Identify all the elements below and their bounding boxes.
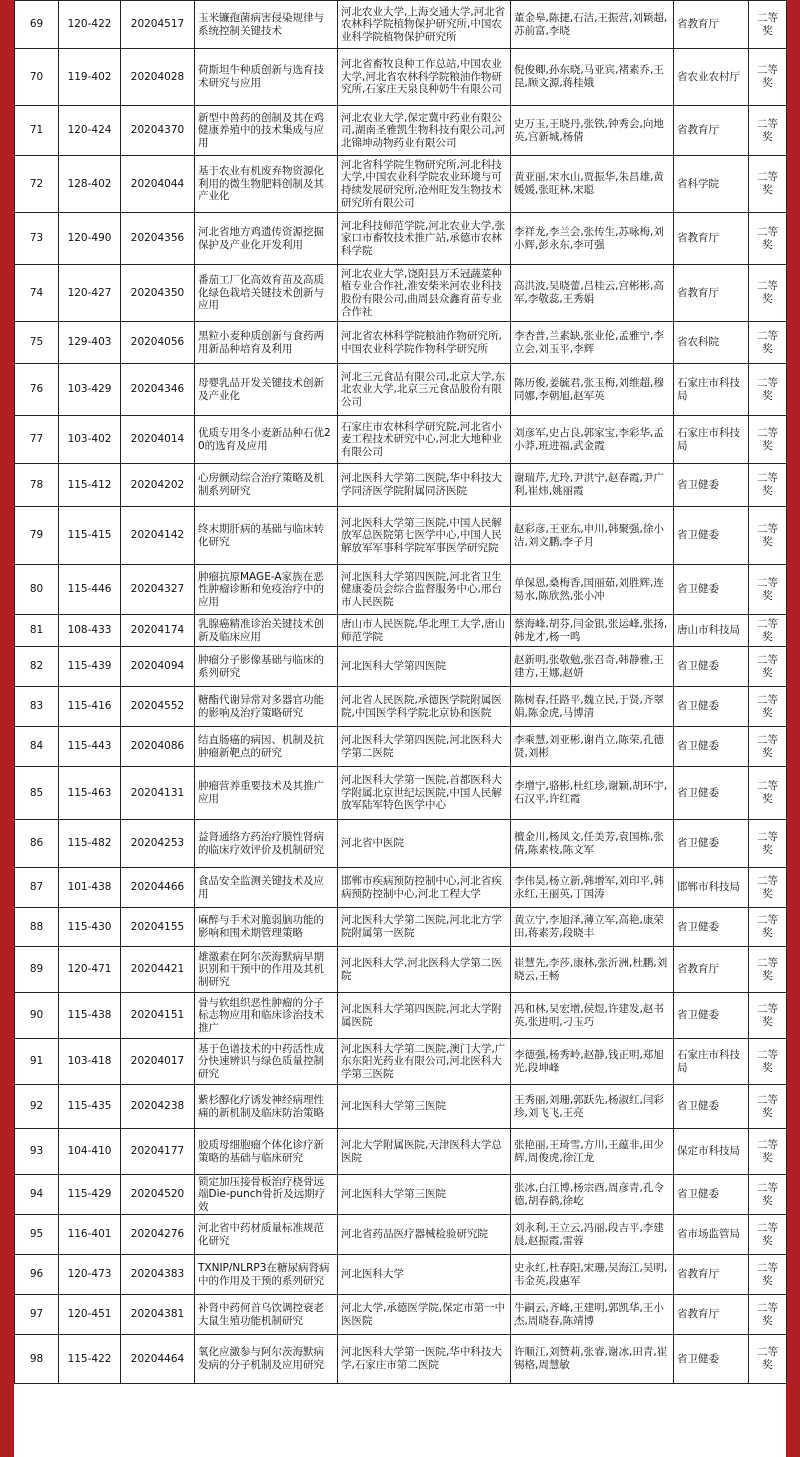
table-row: [15, 1295, 787, 1335]
project-code: 115-412: [59, 464, 121, 507]
table-row: [15, 615, 787, 647]
row-number: 93: [15, 1129, 59, 1175]
completing-people: 倪俊卿,孙东晓,马亚宾,褚素乔,王昆,顾文源,蒋桂娥: [511, 49, 674, 106]
completing-people: 张艳丽,王琦雪,方川,王蕴非,田少辉,周俊虎,徐江龙: [511, 1129, 674, 1175]
nominating-dept: 石家庄市科技局: [674, 364, 749, 416]
award-level: 二等奖: [749, 416, 787, 464]
completing-people: 黄亚丽,宋水山,贾振华,朱昌雄,黄媛媛,张旺林,宋聪: [511, 156, 674, 213]
completing-units: 河北省人民医院,承德医学院附属医院,中国医学科学院北京协和医院: [338, 687, 511, 727]
table-row: [15, 947, 787, 993]
nominating-dept: 石家庄市科技局: [674, 416, 749, 464]
completing-units: 河北农业大学,上海交通大学,河北省农林科学院植物保护研究所,中国农业科学院植物保护研究所: [338, 1, 511, 49]
completing-people: 史万玉,王晓丹,张铁,钟秀会,向地英,宫新城,杨倩: [511, 106, 674, 156]
completing-units: 河北科技师范学院,河北农业大学,张家口市畜牧技术推广站,承德市农林科学院: [338, 213, 511, 265]
row-number: 90: [15, 993, 59, 1039]
award-level: 二等奖: [749, 49, 787, 106]
row-number: 79: [15, 507, 59, 565]
award-level: 二等奖: [749, 1039, 787, 1085]
project-title: 河北省地方鸡遗传资源挖掘保护及产业化开发利用: [195, 213, 338, 265]
award-level: 二等奖: [749, 322, 787, 364]
nominating-dept: 省市场监管局: [674, 1215, 749, 1255]
project-code: 115-415: [59, 507, 121, 565]
nominating-dept: 省卫健委: [674, 1085, 749, 1129]
project-title: 骨与软组织恶性肿瘤的分子标志物应用和临床诊治技术推广: [195, 993, 338, 1039]
row-number: 74: [15, 265, 59, 322]
row-number: 85: [15, 767, 59, 820]
nominating-dept: 省卫健委: [674, 1335, 749, 1384]
row-number: 70: [15, 49, 59, 106]
table-row: [15, 322, 787, 364]
project-code: 120-422: [59, 1, 121, 49]
completing-units: 邯郸市疾病预防控制中心,河北省疾病预防控制中心,河北工程大学: [338, 868, 511, 908]
award-level: 二等奖: [749, 868, 787, 908]
award-level: 二等奖: [749, 820, 787, 868]
table-row: [15, 767, 787, 820]
award-level: 二等奖: [749, 507, 787, 565]
table-row: [15, 908, 787, 947]
project-code: 115-422: [59, 1335, 121, 1384]
completing-units: 河北农业大学,饶阳县万禾冠蔬菜种植专业合作社,淮安柴米河农业科技股份有限公司,曲周县众鑫育苗专业合作社: [338, 265, 511, 322]
project-title: 氧化应激参与阿尔茨海默病发病的分子机制及应用研究: [195, 1335, 338, 1384]
table-row: [15, 1039, 787, 1085]
project-id: 20204327: [121, 565, 195, 615]
project-title: 优质专用冬小麦新品种石优20的选育及应用: [195, 416, 338, 464]
project-title: 紫杉醇化疗诱发神经病理性痛的新机制及临床防治策略: [195, 1085, 338, 1129]
nominating-dept: 邯郸市科技局: [674, 868, 749, 908]
nominating-dept: 省卫健委: [674, 464, 749, 507]
project-code: 108-433: [59, 615, 121, 647]
nominating-dept: 省卫健委: [674, 727, 749, 767]
completing-people: 黄立宁,李旭泽,薄立军,高艳,康荣田,蒋素芳,段晓丰: [511, 908, 674, 947]
project-code: 115-416: [59, 687, 121, 727]
table-row: [15, 507, 787, 565]
award-level: 二等奖: [749, 1215, 787, 1255]
table-row: [15, 1215, 787, 1255]
completing-units: 河北医科大学第二医院,澳门大学,广东东阳光药业有限公司,河北医科大学第三医院: [338, 1039, 511, 1085]
project-title: 终末期肝病的基础与临床转化研究: [195, 507, 338, 565]
nominating-dept: 省卫健委: [674, 820, 749, 868]
project-code: 115-443: [59, 727, 121, 767]
table-row: [15, 416, 787, 464]
project-code: 116-401: [59, 1215, 121, 1255]
nominating-dept: 省卫健委: [674, 993, 749, 1039]
project-id: 20204174: [121, 615, 195, 647]
nominating-dept: 省教育厅: [674, 1255, 749, 1295]
project-title: TXNIP/NLRP3在糖尿病肾病中的作用及干预的系列研究: [195, 1255, 338, 1295]
completing-people: 谢瑞芹,尤玲,尹洪宁,赵春霞,尹广利,崔炜,姚丽霞: [511, 464, 674, 507]
project-title: 母婴乳品开发关键技术创新及产业化: [195, 364, 338, 416]
nominating-dept: 唐山市科技局: [674, 615, 749, 647]
project-title: 锁定加压接骨板治疗桡骨远端Die-punch骨折及远期疗效: [195, 1175, 338, 1215]
project-title: 心房颤动综合治疗策略及机制系列研究: [195, 464, 338, 507]
table-row: [15, 1085, 787, 1129]
completing-units: 河北医科大学第四医院: [338, 647, 511, 687]
nominating-dept: 省卫健委: [674, 767, 749, 820]
nominating-dept: 省卫健委: [674, 565, 749, 615]
completing-units: 河北省科学院生物研究所,河北科技大学,中国农业科学院农业环境与可持续发展研究所,沧州旺发生物技术研究所有限公司: [338, 156, 511, 213]
project-code: 120-451: [59, 1295, 121, 1335]
project-id: 20204370: [121, 106, 195, 156]
award-level: 二等奖: [749, 767, 787, 820]
project-title: 麻醉与手术对脆弱脑功能的影响和围术期管理策略: [195, 908, 338, 947]
completing-people: 李杏普,兰素缺,张业伦,孟雅宁,李立会,刘玉平,李辉: [511, 322, 674, 364]
completing-people: 冯和林,吴宏增,侯煜,许建发,赵书英,张进明,刁玉巧: [511, 993, 674, 1039]
completing-units: 河北医科大学: [338, 1255, 511, 1295]
table-row: [15, 1255, 787, 1295]
row-number: 88: [15, 908, 59, 947]
table-row: [15, 464, 787, 507]
project-code: 103-402: [59, 416, 121, 464]
project-id: 20204202: [121, 464, 195, 507]
project-id: 20204346: [121, 364, 195, 416]
award-level: 二等奖: [749, 687, 787, 727]
project-title: 玉米镰孢菌病害侵染规律与系统控制关键技术: [195, 1, 338, 49]
project-id: 20204464: [121, 1335, 195, 1384]
completing-units: 河北医科大学第四医院,河北省卫生健康委员会综合监督服务中心,邢台市人民医院: [338, 565, 511, 615]
completing-units: 河北三元食品有限公司,北京大学,东北农业大学,北京三元食品股份有限公司: [338, 364, 511, 416]
table-row: [15, 727, 787, 767]
row-number: 97: [15, 1295, 59, 1335]
award-level: 二等奖: [749, 213, 787, 265]
table-row: [15, 213, 787, 265]
completing-people: 董金皋,陈捷,石洁,王振营,刘颖超,苏前富,李晓: [511, 1, 674, 49]
project-id: 20204350: [121, 265, 195, 322]
project-code: 120-471: [59, 947, 121, 993]
row-number: 86: [15, 820, 59, 868]
completing-people: 陈历俊,姜毓君,张玉梅,刘维超,穆同娜,李朝旭,赵军英: [511, 364, 674, 416]
completing-units: 河北省药品医疗器械检验研究院: [338, 1215, 511, 1255]
award-level: 二等奖: [749, 993, 787, 1039]
project-title: 基于色谱技术的中药活性成分快速辨识与绿色质量控制研究: [195, 1039, 338, 1085]
project-code: 128-402: [59, 156, 121, 213]
project-code: 115-439: [59, 647, 121, 687]
table-row: [15, 1, 787, 49]
award-level: 二等奖: [749, 156, 787, 213]
award-level: 二等奖: [749, 364, 787, 416]
project-code: 115-435: [59, 1085, 121, 1129]
row-number: 83: [15, 687, 59, 727]
award-table-body: [15, 1, 787, 1384]
award-level: 二等奖: [749, 265, 787, 322]
project-code: 119-402: [59, 49, 121, 106]
completing-units: 河北医科大学,河北医科大学第二医院: [338, 947, 511, 993]
project-id: 20204155: [121, 908, 195, 947]
completing-people: 史永红,杜春阳,宋珊,吴海江,吴明,韦金英,段惠军: [511, 1255, 674, 1295]
award-level: 二等奖: [749, 727, 787, 767]
completing-units: 石家庄市农林科学研究院,河北省小麦工程技术研究中心,河北大地种业有限公司: [338, 416, 511, 464]
award-level: 二等奖: [749, 1335, 787, 1384]
row-number: 69: [15, 1, 59, 49]
project-id: 20204238: [121, 1085, 195, 1129]
completing-people: 刘彦军,史占良,郭家宝,李彩华,孟小莽,班进福,武金霞: [511, 416, 674, 464]
project-code: 115-430: [59, 908, 121, 947]
project-title: 益肾通络方药治疗膜性肾病的临床疗效评价及机制研究: [195, 820, 338, 868]
row-number: 96: [15, 1255, 59, 1295]
award-level: 二等奖: [749, 1255, 787, 1295]
completing-units: 唐山市人民医院,华北理工大学,唐山师范学院: [338, 615, 511, 647]
table-row: [15, 49, 787, 106]
completing-people: 高洪波,吴晓蕾,吕桂云,宫彬彬,高军,李敬蕊,王秀娟: [511, 265, 674, 322]
row-number: 89: [15, 947, 59, 993]
completing-people: 赵彩彦,王亚东,申川,韩聚强,徐小洁,刘文鹏,李子月: [511, 507, 674, 565]
completing-units: 河北大学,承德医学院,保定市第一中医医院: [338, 1295, 511, 1335]
row-number: 73: [15, 213, 59, 265]
table-row: [15, 1175, 787, 1215]
row-number: 77: [15, 416, 59, 464]
table-row: [15, 364, 787, 416]
completing-people: 张冰,白江博,杨宗酉,周彦青,孔令德,胡春鹤,徐屹: [511, 1175, 674, 1215]
project-id: 20204094: [121, 647, 195, 687]
project-code: 120-473: [59, 1255, 121, 1295]
nominating-dept: 省教育厅: [674, 265, 749, 322]
project-title: 食品安全监测关键技术及应用: [195, 868, 338, 908]
project-title: 基于农业有机废弃物资源化利用的微生物肥料创制及其产业化: [195, 156, 338, 213]
project-id: 20204017: [121, 1039, 195, 1085]
nominating-dept: 省教育厅: [674, 213, 749, 265]
completing-units: 河北大学附属医院,天津医科大学总医院: [338, 1129, 511, 1175]
project-title: 肿瘤抗原MAGE-A家族在恶性肿瘤诊断和免疫治疗中的应用: [195, 565, 338, 615]
project-title: 荷斯坦牛种质创新与选育技术研究与应用: [195, 49, 338, 106]
table-row: [15, 868, 787, 908]
project-id: 20204028: [121, 49, 195, 106]
project-id: 20204253: [121, 820, 195, 868]
completing-people: 刘永利,王立云,冯丽,段吉平,李建晨,赵振霞,雷蓉: [511, 1215, 674, 1255]
project-id: 20204151: [121, 993, 195, 1039]
completing-units: 河北省农林科学院粮油作物研究所,中国农业科学院作物科学研究所: [338, 322, 511, 364]
row-number: 98: [15, 1335, 59, 1384]
nominating-dept: 石家庄市科技局: [674, 1039, 749, 1085]
nominating-dept: 省卫健委: [674, 647, 749, 687]
row-number: 84: [15, 727, 59, 767]
project-code: 120-427: [59, 265, 121, 322]
project-id: 20204131: [121, 767, 195, 820]
completing-units: 河北医科大学第二医院,华中科技大学同济医学院附属同济医院: [338, 464, 511, 507]
project-code: 103-418: [59, 1039, 121, 1085]
project-id: 20204517: [121, 1, 195, 49]
completing-people: 李德强,杨秀岭,赵静,钱正明,郑旭光,段坤峰: [511, 1039, 674, 1085]
project-id: 20204044: [121, 156, 195, 213]
project-id: 20204381: [121, 1295, 195, 1335]
table-row: [15, 687, 787, 727]
row-number: 94: [15, 1175, 59, 1215]
completing-units: 河北医科大学第三医院,中国人民解放军总医院第七医学中心,中国人民解放军军事科学院军事医学研究院: [338, 507, 511, 565]
award-level: 二等奖: [749, 1129, 787, 1175]
project-code: 115-463: [59, 767, 121, 820]
award-level: 二等奖: [749, 565, 787, 615]
project-id: 20204421: [121, 947, 195, 993]
nominating-dept: 省农业农村厅: [674, 49, 749, 106]
project-title: 肿瘤分子影像基础与临床的系列研究: [195, 647, 338, 687]
table-row: [15, 993, 787, 1039]
row-number: 80: [15, 565, 59, 615]
row-number: 81: [15, 615, 59, 647]
table-row: [15, 820, 787, 868]
award-level: 二等奖: [749, 106, 787, 156]
completing-units: 河北医科大学第二医院,河北北方学院附属第一医院: [338, 908, 511, 947]
project-title: 补肾中药何首乌饮调控衰老大鼠生殖功能机制研究: [195, 1295, 338, 1335]
nominating-dept: 省教育厅: [674, 106, 749, 156]
table-row: [15, 106, 787, 156]
award-level: 二等奖: [749, 1175, 787, 1215]
project-id: 20204056: [121, 322, 195, 364]
completing-people: 檀金川,杨凤文,任美芳,袁国栋,张倩,陈素枝,陈文军: [511, 820, 674, 868]
project-title: 黑粒小麦种质创新与食药两用新品种培育及利用: [195, 322, 338, 364]
row-number: 75: [15, 322, 59, 364]
nominating-dept: 省科学院: [674, 156, 749, 213]
award-level: 二等奖: [749, 1, 787, 49]
project-id: 20204142: [121, 507, 195, 565]
award-level: 二等奖: [749, 615, 787, 647]
nominating-dept: 省卫健委: [674, 507, 749, 565]
completing-people: 赵新明,张敬勉,张召奇,韩静雅,王建方,王娜,赵妍: [511, 647, 674, 687]
completing-people: 李祥龙,李兰会,张传生,苏咏梅,刘小辉,彭永东,李可强: [511, 213, 674, 265]
completing-people: 陈树春,任路平,魏立民,于贤,齐翠娟,陈金虎,马博清: [511, 687, 674, 727]
award-level: 二等奖: [749, 947, 787, 993]
row-number: 82: [15, 647, 59, 687]
completing-units: 河北农业大学,保定冀中药业有限公司,湖南圣雅凯生物科技有限公司,河北锦坤动物药业有限公司: [338, 106, 511, 156]
project-title: 肿瘤营养重要技术及其推广应用: [195, 767, 338, 820]
project-id: 20204177: [121, 1129, 195, 1175]
nominating-dept: 省卫健委: [674, 1175, 749, 1215]
nominating-dept: 省教育厅: [674, 1295, 749, 1335]
project-title: 河北省中药材质量标准规范化研究: [195, 1215, 338, 1255]
completing-people: 牛嗣云,齐峰,王建明,郭凯华,王小杰,周晓春,陈靖博: [511, 1295, 674, 1335]
table-row: [15, 1335, 787, 1384]
project-code: 101-438: [59, 868, 121, 908]
project-title: 糖酯代谢异常对多器官功能的影响及治疗策略研究: [195, 687, 338, 727]
project-code: 120-424: [59, 106, 121, 156]
nominating-dept: 省卫健委: [674, 687, 749, 727]
completing-people: 李乘慧,刘亚彬,谢肖立,陈荣,孔德贤,刘彬: [511, 727, 674, 767]
completing-people: 单保恩,桑梅香,国丽茹,刘胜辉,连易水,陈欣然,张小冲: [511, 565, 674, 615]
completing-units: 河北省中医院: [338, 820, 511, 868]
project-title: 结直肠癌的病因、机制及抗肿瘤新靶点的研究: [195, 727, 338, 767]
table-row: [15, 565, 787, 615]
nominating-dept: 省教育厅: [674, 947, 749, 993]
project-code: 115-482: [59, 820, 121, 868]
project-id: 20204552: [121, 687, 195, 727]
project-code: 120-490: [59, 213, 121, 265]
completing-units: 河北医科大学第四医院,河北医科大学第二医院: [338, 727, 511, 767]
project-id: 20204356: [121, 213, 195, 265]
project-code: 115-446: [59, 565, 121, 615]
project-title: 胶质母细胞瘤个体化诊疗新策略的基础与临床研究: [195, 1129, 338, 1175]
nominating-dept: 省教育厅: [674, 1, 749, 49]
project-code: 115-438: [59, 993, 121, 1039]
completing-people: 崔慧先,李莎,康林,张沂洲,杜鹏,刘晓云,王畅: [511, 947, 674, 993]
row-number: 95: [15, 1215, 59, 1255]
table-row: [15, 647, 787, 687]
completing-people: 王秀丽,刘珊,郭跃先,杨淑红,闫彩珍,刘飞飞,王亮: [511, 1085, 674, 1129]
completing-units: 河北省畜牧良种工作总站,中国农业大学,河北省农林科学院粮油作物研究所,石家庄天泉良种奶牛有限公司: [338, 49, 511, 106]
award-table: [14, 0, 787, 1384]
project-id: 20204276: [121, 1215, 195, 1255]
project-title: 雄激素在阿尔茨海默病早期识别和干预中的作用及其机制研究: [195, 947, 338, 993]
completing-people: 许顺江,刘赞莉,张睿,谢冰,田青,崔锡格,周慧敏: [511, 1335, 674, 1384]
completing-people: 李伟昊,杨立新,韩增军,刘印平,韩永红,王丽英,丁国涛: [511, 868, 674, 908]
completing-units: 河北医科大学第一医院,华中科技大学,石家庄市第二医院: [338, 1335, 511, 1384]
award-level: 二等奖: [749, 1295, 787, 1335]
nominating-dept: 保定市科技局: [674, 1129, 749, 1175]
project-code: 104-410: [59, 1129, 121, 1175]
table-row: [15, 156, 787, 213]
award-table-sheet: [14, 0, 786, 1457]
project-id: 20204383: [121, 1255, 195, 1295]
row-number: 78: [15, 464, 59, 507]
row-number: 72: [15, 156, 59, 213]
completing-units: 河北医科大学第四医院,河北大学附属医院: [338, 993, 511, 1039]
nominating-dept: 省农科院: [674, 322, 749, 364]
project-id: 20204086: [121, 727, 195, 767]
project-code: 129-403: [59, 322, 121, 364]
project-code: 115-429: [59, 1175, 121, 1215]
project-title: 新型中兽药的创制及其在鸡健康养殖中的技术集成与应用: [195, 106, 338, 156]
completing-units: 河北医科大学第三医院: [338, 1175, 511, 1215]
project-id: 20204520: [121, 1175, 195, 1215]
row-number: 91: [15, 1039, 59, 1085]
completing-units: 河北医科大学第三医院: [338, 1085, 511, 1129]
project-id: 20204466: [121, 868, 195, 908]
award-level: 二等奖: [749, 647, 787, 687]
row-number: 71: [15, 106, 59, 156]
completing-units: 河北医科大学第一医院,首都医科大学附属北京世纪坛医院,中国人民解放军陆军特色医学中心: [338, 767, 511, 820]
award-level: 二等奖: [749, 908, 787, 947]
row-number: 87: [15, 868, 59, 908]
project-code: 103-429: [59, 364, 121, 416]
project-id: 20204014: [121, 416, 195, 464]
row-number: 92: [15, 1085, 59, 1129]
award-level: 二等奖: [749, 1085, 787, 1129]
project-title: 乳腺癌精准诊治关键技术创新及临床应用: [195, 615, 338, 647]
award-level: 二等奖: [749, 464, 787, 507]
table-row: [15, 265, 787, 322]
project-title: 番茄工厂化高效育苗及高质化绿色栽培关键技术创新与应用: [195, 265, 338, 322]
table-row: [15, 1129, 787, 1175]
row-number: 76: [15, 364, 59, 416]
nominating-dept: 省卫健委: [674, 908, 749, 947]
completing-people: 蔡海峰,胡芬,闫金银,张运峰,张扬,韩龙才,杨一鸣: [511, 615, 674, 647]
completing-people: 李增宁,骆彬,杜红珍,谢颖,胡环宇,石汉平,许红霞: [511, 767, 674, 820]
